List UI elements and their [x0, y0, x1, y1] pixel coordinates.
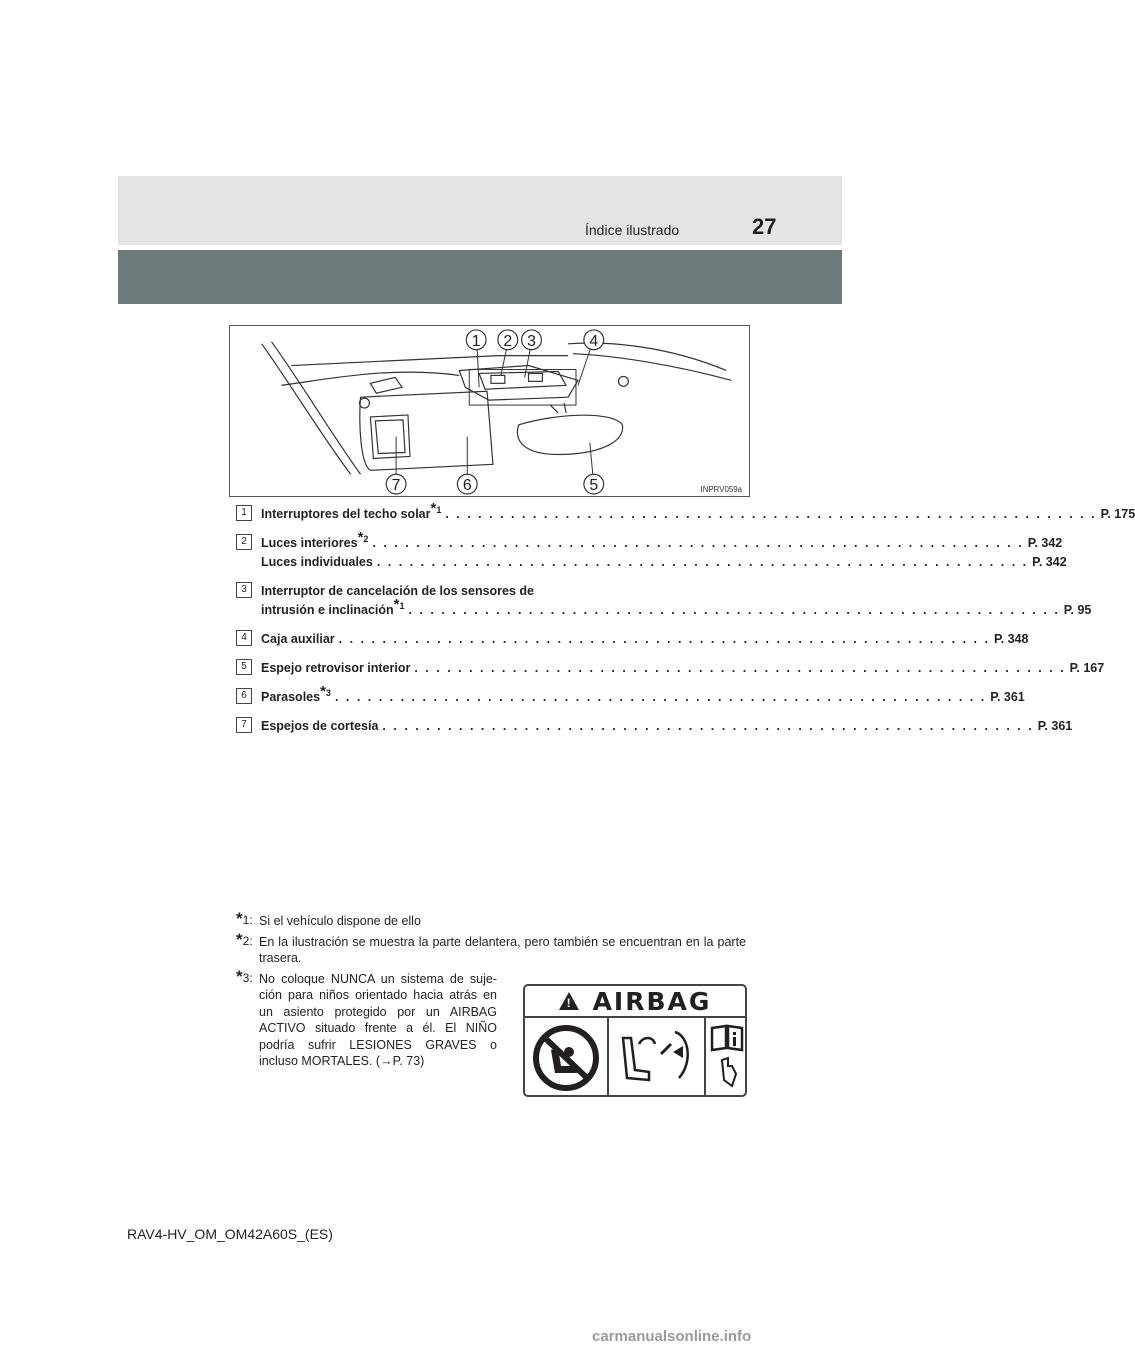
callout-4-label: 4	[589, 332, 599, 350]
list-item	[236, 717, 1073, 736]
no-child-seat-icon	[525, 1018, 609, 1097]
document-code: RAV4-HV_OM_OM42A60S_(ES)	[127, 1226, 333, 1242]
dot-leader: . . . . . . . . . . . . . . . . . . . . . . . . . . . . . . . . . . . . . . . . . . . . . . . . . . . . . . . . . . . .	[382, 719, 1034, 733]
list-item	[236, 659, 1105, 678]
item-label: Espejos de cortesía	[261, 719, 379, 733]
dot-leader: . . . . . . . . . . . . . . . . . . . . . . . . . . . . . . . . . . . . . . . . . . . . . . . . . . . . . . . . . . . .	[445, 507, 1097, 521]
callout-6-label: 6	[462, 477, 472, 495]
item-label: Espejo retrovisor interior	[261, 661, 411, 675]
header-dark-band	[118, 250, 842, 304]
item-label: Parasoles$^{*3}$	[261, 682, 331, 704]
interior-roof-illustration	[229, 325, 750, 497]
header-band	[118, 176, 842, 245]
callout-2-label: 2	[503, 332, 513, 350]
footnote-text: En la ilustración se muestra la parte delantera, pero también se encuentran en la parte trasera.	[259, 934, 746, 965]
item-number: 3	[236, 582, 252, 598]
item-number: 1	[236, 505, 252, 521]
callout-1-label: 1	[471, 332, 481, 350]
item-list	[236, 499, 1135, 746]
figure-code: INPRV059a	[700, 485, 743, 495]
item-label: Interruptor de cancelación de los sensores de	[261, 584, 535, 598]
dot-leader: . . . . . . . . . . . . . . . . . . . . . . . . . . . . . . . . . . . . . . . . . . . . . . . . . . . . . . . . . . . .	[376, 555, 1029, 569]
airbag-warning-label	[523, 984, 747, 1097]
dot-leader: . . . . . . . . . . . . . . . . . . . . . . . . . . . . . . . . . . . . . . . . . . . . . . . . . . . . . . . . . . . .	[414, 661, 1066, 675]
dot-leader: . . . . . . . . . . . . . . . . . . . . . . . . . . . . . . . . . . . . . . . . . . . . . . . . . . . . . . . . . . . .	[372, 536, 1024, 550]
item-label: Interruptores del techo solar$^{*1}$	[261, 499, 442, 521]
warning-triangle-icon: !	[559, 992, 579, 1010]
airbag-word: AIRBAG	[592, 986, 712, 1016]
page-ref[interactable]: P. 167	[1069, 661, 1105, 675]
item-label: Luces interiores$^{*2}$	[261, 528, 369, 550]
page-ref[interactable]: P. 175	[1100, 507, 1135, 521]
item-number: 7	[236, 717, 252, 733]
item-number: 4	[236, 630, 252, 646]
footnote: *3: No coloque NUNCA un sistema de suje-ción para niños orientado hacia atrás en un asiento protegido por un AIRBAG ACTIVO situado frente a él. El NIÑO podría sufrir LESIONES GRAVES o incluso MORTALES. (→P. 73)	[236, 966, 497, 1068]
list-item	[236, 582, 1092, 620]
footnote: *1: Si el vehículo dispone de ello	[236, 913, 746, 930]
list-item	[236, 528, 1067, 572]
item-number: 5	[236, 659, 252, 675]
page-ref[interactable]: P. 95	[1063, 603, 1092, 617]
item-label: Luces individuales	[261, 555, 373, 569]
item-label: intrusión e inclinación$^{*1}$	[261, 595, 405, 617]
list-item	[236, 499, 1135, 524]
footnote: *2: En la ilustración se muestra la parte delantera, pero también se encuentran en la parte trasera.	[236, 929, 746, 965]
read-manual-icon	[706, 1018, 748, 1097]
page-number: 27	[752, 214, 777, 239]
section-title: Índice ilustrado	[585, 222, 680, 238]
page-ref[interactable]: P. 342	[1032, 555, 1067, 569]
footnote-text: No coloque NUNCA un sistema de suje-ción para niños orientado hacia atrás en un asiento protegido por un AIRBAG ACTIVO situado frente a él. El NIÑO podría sufrir LESIONES GRAVES o incluso MORTALES. (→P. 73)	[259, 971, 497, 1068]
dot-leader: . . . . . . . . . . . . . . . . . . . . . . . . . . . . . . . . . . . . . . . . . . . . . . . . . . . . . . . . . . . .	[338, 632, 990, 646]
footnote-mark: 3	[242, 970, 250, 985]
watermark: carmanualsonline.info	[592, 1328, 752, 1345]
item-number: 6	[236, 688, 252, 704]
item-label: Caja auxiliar	[261, 632, 335, 646]
page-ref[interactable]: P. 361	[1037, 719, 1073, 733]
callout-5-label: 5	[589, 477, 599, 495]
page-ref[interactable]: P. 342	[1027, 536, 1063, 550]
list-item	[236, 682, 1025, 707]
page-ref[interactable]: P. 348	[993, 632, 1029, 646]
list-item	[236, 630, 1029, 649]
footnote-text: Si el vehículo dispone de ello	[259, 914, 421, 928]
footnote-mark: 2	[242, 933, 250, 948]
callout-7-label: 7	[391, 477, 401, 495]
callout-3-label: 3	[527, 332, 536, 350]
dot-leader: . . . . . . . . . . . . . . . . . . . . . . . . . . . . . . . . . . . . . . . . . . . . . . . . . . . . . . . . . . . .	[334, 690, 987, 704]
roof-console-drawing	[230, 326, 749, 496]
airbag-seat-icon	[609, 1018, 706, 1097]
footnote-mark: 1	[242, 913, 250, 927]
item-number: 2	[236, 534, 252, 550]
dot-leader: . . . . . . . . . . . . . . . . . . . . . . . . . . . . . . . . . . . . . . . . . . . . . . . . . . . . . . . . . . . .	[408, 603, 1060, 617]
page-ref[interactable]: P. 361	[990, 690, 1025, 704]
